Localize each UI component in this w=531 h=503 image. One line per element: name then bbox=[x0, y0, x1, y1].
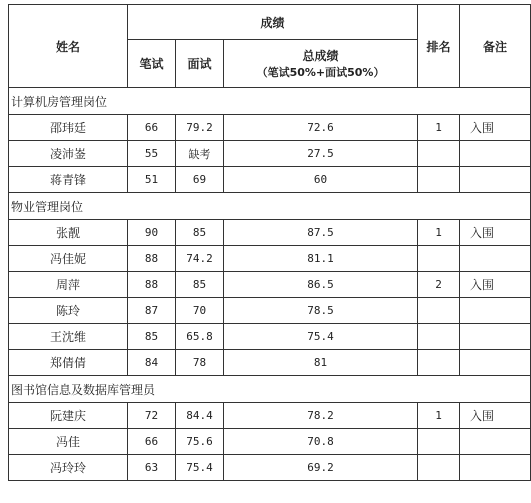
table-row bbox=[9, 246, 531, 272]
table-row bbox=[9, 298, 531, 324]
cell-rank: 1 bbox=[418, 115, 460, 141]
cell-remark bbox=[460, 455, 531, 481]
cell-rank: 2 bbox=[418, 272, 460, 298]
cell-total: 81 bbox=[224, 350, 418, 376]
cell-interview: 70 bbox=[176, 298, 224, 324]
cell-remark bbox=[460, 298, 531, 324]
cell-interview: 85 bbox=[176, 220, 224, 246]
table-row bbox=[9, 429, 531, 455]
cell-remark bbox=[460, 350, 531, 376]
cell-remark: 入围 bbox=[460, 220, 531, 246]
cell-rank bbox=[418, 350, 460, 376]
cell-name: 冯佳妮 bbox=[9, 246, 128, 272]
cell-interview: 65.8 bbox=[176, 324, 224, 350]
cell-written: 87 bbox=[128, 298, 176, 324]
column-header-rank: 排名 bbox=[418, 5, 460, 88]
cell-written: 72 bbox=[128, 403, 176, 429]
section-title: 计算机房管理岗位 bbox=[9, 88, 531, 115]
cell-name: 周萍 bbox=[9, 272, 128, 298]
table-row bbox=[9, 141, 531, 167]
table-row bbox=[9, 167, 531, 193]
cell-interview: 74.2 bbox=[176, 246, 224, 272]
cell-rank bbox=[418, 429, 460, 455]
table-row bbox=[9, 220, 531, 246]
cell-rank bbox=[418, 298, 460, 324]
section-row bbox=[9, 193, 531, 220]
column-header-total bbox=[224, 40, 418, 88]
cell-rank bbox=[418, 141, 460, 167]
table-header bbox=[9, 5, 531, 88]
cell-total: 81.1 bbox=[224, 246, 418, 272]
cell-written: 63 bbox=[128, 455, 176, 481]
cell-total: 75.4 bbox=[224, 324, 418, 350]
cell-remark bbox=[460, 324, 531, 350]
table-body bbox=[9, 88, 531, 481]
table-row bbox=[9, 455, 531, 481]
cell-interview: 84.4 bbox=[176, 403, 224, 429]
table-row bbox=[9, 350, 531, 376]
cell-written: 90 bbox=[128, 220, 176, 246]
section-row bbox=[9, 376, 531, 403]
cell-remark: 入围 bbox=[460, 272, 531, 298]
column-header-interview: 面试 bbox=[176, 40, 224, 88]
column-group-score: 成绩 bbox=[128, 5, 418, 40]
total-weight-note: （笔试50%+面试50%） bbox=[256, 66, 385, 79]
table-row bbox=[9, 324, 531, 350]
cell-total: 72.6 bbox=[224, 115, 418, 141]
cell-name: 冯玲玲 bbox=[9, 455, 128, 481]
cell-written: 55 bbox=[128, 141, 176, 167]
table-row bbox=[9, 403, 531, 429]
cell-interview: 85 bbox=[176, 272, 224, 298]
cell-name: 郑倩倩 bbox=[9, 350, 128, 376]
cell-name: 张靓 bbox=[9, 220, 128, 246]
cell-rank bbox=[418, 246, 460, 272]
cell-remark bbox=[460, 167, 531, 193]
cell-remark: 入围 bbox=[460, 115, 531, 141]
table-row bbox=[9, 272, 531, 298]
cell-name: 蒋青锋 bbox=[9, 167, 128, 193]
cell-written: 88 bbox=[128, 246, 176, 272]
cell-written: 88 bbox=[128, 272, 176, 298]
cell-interview: 79.2 bbox=[176, 115, 224, 141]
table-row bbox=[9, 115, 531, 141]
cell-total: 86.5 bbox=[224, 272, 418, 298]
cell-rank bbox=[418, 324, 460, 350]
cell-remark bbox=[460, 429, 531, 455]
cell-remark bbox=[460, 141, 531, 167]
column-header-remark: 备注 bbox=[460, 5, 531, 88]
score-table bbox=[8, 4, 531, 481]
cell-interview: 69 bbox=[176, 167, 224, 193]
cell-written: 51 bbox=[128, 167, 176, 193]
cell-written: 66 bbox=[128, 429, 176, 455]
cell-name: 陈玲 bbox=[9, 298, 128, 324]
cell-rank: 1 bbox=[418, 403, 460, 429]
section-title: 物业管理岗位 bbox=[9, 193, 531, 220]
cell-name: 冯佳 bbox=[9, 429, 128, 455]
cell-interview: 缺考 bbox=[176, 141, 224, 167]
cell-total: 69.2 bbox=[224, 455, 418, 481]
section-row bbox=[9, 88, 531, 115]
total-label: 总成绩 bbox=[302, 49, 339, 63]
cell-rank: 1 bbox=[418, 220, 460, 246]
cell-interview: 75.4 bbox=[176, 455, 224, 481]
cell-total: 78.5 bbox=[224, 298, 418, 324]
column-header-name: 姓名 bbox=[9, 5, 128, 88]
score-table-container bbox=[8, 4, 531, 481]
cell-total: 70.8 bbox=[224, 429, 418, 455]
cell-name: 凌沛崟 bbox=[9, 141, 128, 167]
section-title: 图书馆信息及数据库管理员 bbox=[9, 376, 531, 403]
cell-remark bbox=[460, 246, 531, 272]
cell-interview: 75.6 bbox=[176, 429, 224, 455]
cell-rank bbox=[418, 167, 460, 193]
cell-written: 66 bbox=[128, 115, 176, 141]
cell-name: 王沈维 bbox=[9, 324, 128, 350]
cell-total: 78.2 bbox=[224, 403, 418, 429]
cell-total: 87.5 bbox=[224, 220, 418, 246]
cell-remark: 入围 bbox=[460, 403, 531, 429]
column-header-written: 笔试 bbox=[128, 40, 176, 88]
cell-total: 60 bbox=[224, 167, 418, 193]
cell-written: 85 bbox=[128, 324, 176, 350]
cell-rank bbox=[418, 455, 460, 481]
cell-interview: 78 bbox=[176, 350, 224, 376]
cell-total: 27.5 bbox=[224, 141, 418, 167]
cell-name: 邵玮廷 bbox=[9, 115, 128, 141]
cell-written: 84 bbox=[128, 350, 176, 376]
cell-name: 阮建庆 bbox=[9, 403, 128, 429]
